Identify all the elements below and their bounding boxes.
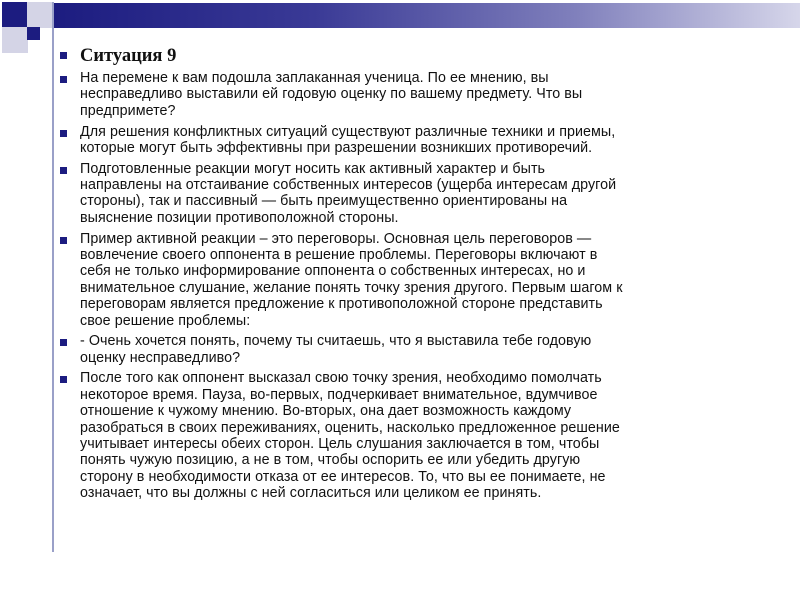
square-bullet-icon: [60, 376, 67, 383]
slide-heading-item: [60, 44, 790, 68]
bullet-text: Подготовленные реакции могут носить как активный характер и быть направлены на отстаивание собственных интересов (ущерба интересам другой стороны), так и пассивный — быть преимущественно ориентированы на выяснение позиции противоположной стороны.: [80, 160, 617, 226]
bullet-item: [60, 161, 790, 227]
slide-content: [60, 44, 790, 506]
bullet-text: После того как оппонент высказал свою точку зрения, необходимо помолчать некоторое время. Пауза, во-первых, подчеркивает внимательное, вдумчивое отношение к чужому мнению. Во-вторых, она дает возможность каждому разобраться в своих переживаниях, оценить, насколько предложенное решение учитывает интересы обеих сторон. Цель слушания заключается в том, чтобы понять чужую позицию, а не в том, чтобы оспорить ее или убедить другую сторону в необходимости отказа от ее интересов. То, что вы ее понимаете, не означает, что вы должны с ней согласиться или целиком ее принять.: [80, 370, 620, 502]
bullet-item: [60, 370, 790, 501]
slide-title: Ситуация 9: [80, 46, 177, 66]
decor-square-light: [2, 27, 28, 53]
bullet-item: [60, 231, 790, 329]
square-bullet-icon: [60, 167, 67, 174]
header-gradient-bar: [53, 3, 800, 28]
header-decoration: [0, 0, 800, 40]
bullet-text: - Очень хочется понять, почему ты считаешь, что я выставила тебе годовую оценку несправедливо?: [80, 333, 592, 366]
bullet-item: [60, 70, 790, 119]
square-bullet-icon: [60, 130, 67, 137]
decor-square-light: [27, 2, 53, 28]
square-bullet-icon: [60, 339, 67, 346]
bullet-text: Для решения конфликтных ситуаций существуют различные техники и приемы, которые могут быть эффективны при разрешении возникших противоречий.: [80, 123, 616, 156]
square-bullet-icon: [60, 237, 67, 244]
square-bullet-icon: [60, 52, 67, 59]
decor-square-dark: [2, 2, 28, 28]
bullet-text: Пример активной реакции – это переговоры. Основная цель переговоров — вовлечение своего оппонента в решение проблемы. Переговоры включают в себя не только информирование оппонента о собственных интересах, но и внимательное слушание, желание понять точку зрения другого. Первым шагом к переговорам является предложение к противоположной стороне представить свое решение проблемы:: [80, 230, 623, 329]
decor-square-small-dark: [27, 27, 40, 40]
bullet-item: [60, 333, 790, 366]
square-bullet-icon: [60, 76, 67, 83]
decor-vertical-line: [52, 2, 54, 552]
bullet-text: На перемене к вам подошла заплаканная ученица. По ее мнению, вы несправедливо выставили ей годовую оценку по вашему предмету. Что вы предпримете?: [80, 70, 583, 119]
bullet-item: [60, 124, 790, 157]
